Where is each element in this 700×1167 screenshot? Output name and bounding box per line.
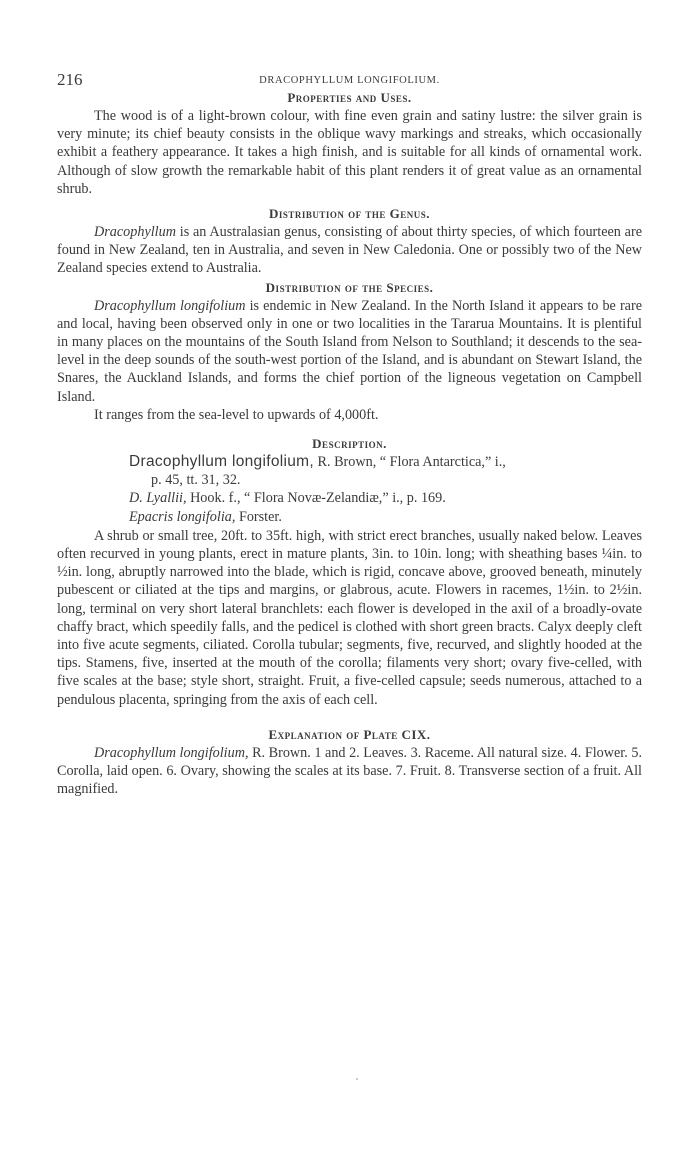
synonym-lyallii-reference: Hook. f., “ Flora Novæ-Zelandiæ,” i., p. 169.	[186, 490, 446, 507]
species-name-italic: Dracophyllum longifolium	[94, 297, 246, 314]
species-paragraph	[57, 297, 642, 406]
species-range-paragraph: It ranges from the sea-level to upwards of 4,000ft.	[94, 406, 379, 423]
genus-section	[57, 206, 642, 278]
plate-text: R. Brown. 1 and 2. Leaves. 3. Raceme. All natural size. 4. Flower. 5. Corolla, laid open. 6. Ovary, showing the scales at its base. 7. Fruit. 8. Transverse section of a fruit. All magnified.	[57, 744, 642, 798]
species-text: is endemic in New Zealand. In the North Island it appears to be rare and local, having been observed only in one or two localities in the Tararua Mountains. It is plentiful in many places on the mountains of the South Island from Nelson to Southland; it descends to the sea-level in the deep sounds of the south-west portion of the Island, and is abundant on Stewart Island, the Snares, the Auckland Islands, and forms the chief portion of the ligneous vegetation on Campbell Island.	[57, 297, 642, 405]
plate-species-name: Dracophyllum longifolium,	[94, 744, 249, 761]
accepted-name: Dracophyllum longifolium,	[129, 453, 314, 471]
synonym-main	[57, 453, 642, 489]
synonym-epacris-reference: Forster.	[235, 508, 282, 525]
properties-heading: Properties and Uses.	[287, 90, 412, 105]
plate-section	[57, 727, 642, 799]
running-title: DRACOPHYLLUM LONGIFOLIUM.	[259, 75, 440, 86]
description-section	[57, 436, 642, 709]
synonym-lyallii-name: D. Lyallii,	[129, 490, 187, 507]
species-heading: Distribution of the Species.	[265, 279, 434, 295]
description-paragraph: A shrub or small tree, 20ft. to 35ft. high, with strict erect branches, usually naked below. Leaves often recurved in young plants, erect in mature plants, 3in. to 10in. long; with sheathing bases ¼in. to ½in. long, abruptly narrowed into the blade, which is rigid, concave above, grooved beneath, minutely pubescent or ciliated at the tips and margins, or glabrous, acute. Flowers in racemes, 1½in. to 2½in. long, terminal on very short lateral branchlets: each flower is developed in the axil of a broadly-ovate chaffy bract, which speedily falls, and the pedicel is clothed with short green bracts. Calyx deeply cleft into five acute segments, ciliated. Corolla tubular; segments, five, recurved, and slightly hooded at the tips. Stamens, five, inserted at the mouth of the corolla; filaments very short; ovary five-celled, with five scales at the base; style short, straight. Fruit, a five-celled capsule; seeds numerous, attached to a pendulous placenta, springing from the axis of each cell.	[57, 527, 642, 708]
description-heading: Description.	[312, 436, 387, 452]
synonym-epacris-name: Epacris longifolia,	[129, 508, 236, 525]
accepted-name-reference: R. Brown, “ Flora Antarctica,” i.,	[313, 454, 506, 471]
accepted-name-reference-cont: p. 45, tt. 31, 32.	[151, 472, 241, 489]
genus-heading: Distribution of the Genus.	[268, 206, 431, 222]
genus-paragraph	[57, 223, 642, 278]
page-number: 216	[57, 70, 83, 89]
plate-paragraph	[57, 744, 642, 799]
synonym-lyallii	[57, 489, 642, 507]
plate-heading: Explanation of Plate CIX.	[268, 726, 431, 742]
book-page	[57, 66, 642, 799]
synonymy-block	[57, 453, 642, 526]
properties-section	[57, 90, 642, 198]
running-head	[57, 66, 642, 90]
species-section	[57, 280, 642, 424]
genus-text: is an Australasian genus, consisting of about thirty species, of which fourteen are found in New Zealand, ten in Australia, and seven in New Caledonia. One or possibly two of the New Zealand species extend to Australia.	[57, 224, 642, 277]
print-speck	[356, 1078, 358, 1080]
synonym-epacris	[57, 508, 642, 526]
genus-name: Dracophyllum	[94, 224, 176, 241]
properties-paragraph: The wood is of a light-brown colour, with fine even grain and satiny lustre: the silver grain is very minute; its chief beauty consists in the oblique wavy markings and streaks, which occasionally exhibit a feathery appearance. It takes a high finish, and is suitable for all kinds of ornamental work. Although of slow growth the remarkable habit of this plant renders it of great value as an ornamental shrub.	[57, 108, 642, 197]
